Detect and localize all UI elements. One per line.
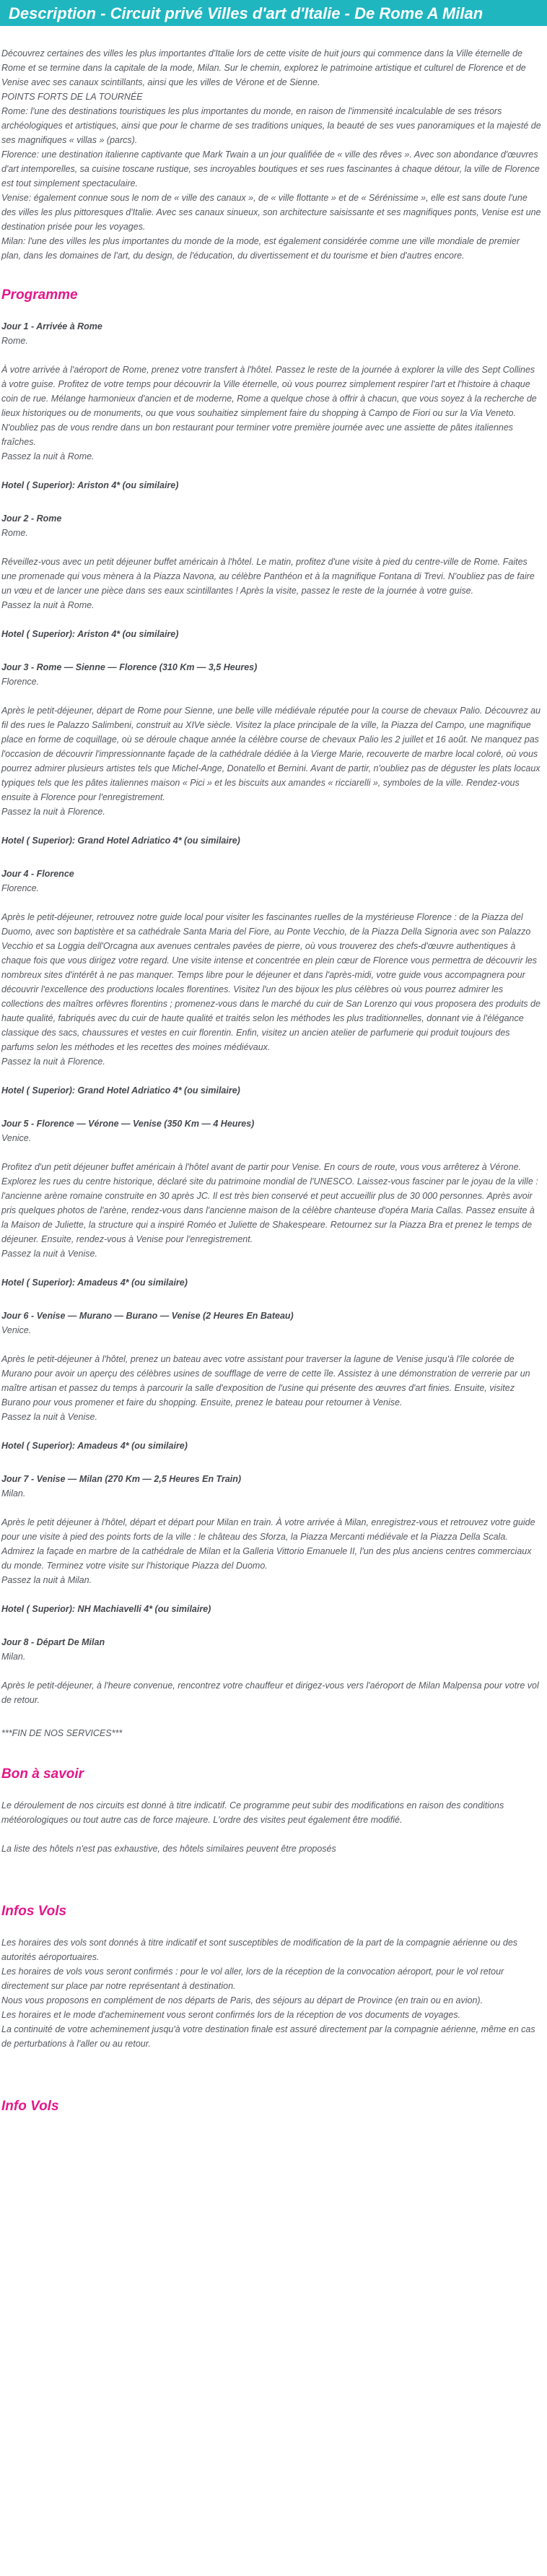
day-title: Jour 8 - Départ De Milan	[1, 1637, 105, 1647]
day-hotel: Hotel ( Superior): Grand Hotel Adriatico 4* (ou similaire)	[1, 836, 240, 846]
day-hotel: Hotel ( Superior): Ariston 4* (ou similaire)	[1, 629, 179, 639]
day-3	[1, 660, 541, 848]
infos-vols-text: Nous vous proposons en complément de nos départs de Paris, des séjours au départ de Province (en train ou en avion).	[1, 1995, 483, 2005]
day-title: Jour 1 - Arrivée à Rome	[1, 321, 102, 331]
day-description: Après le petit-déjeuner à l'hôtel, prenez un bateau avec votre assistant pour traverser la lagune de Venise jusqu'à l'île colorée de Murano pour avoir un aperçu des célèbres usines de soufflage de verre de cette île. Assistez à une démonstration de verrerie par un maître artisan et passez du temps à parcourir la salle d'exposition de l'usine qui présente des œuvres d'art finies. Ensuite, visitez Burano pour vous promener et faire du shopping. Ensuite, prenez le bateau pour retourner à Venise.	[1, 1354, 530, 1408]
day-night: Passez la nuit à Florence.	[1, 807, 105, 817]
intro-venise: Venise: également connue sous le nom de « ville des canaux », de « ville flottante » et de « Sérénissime », elle est sans doute l'une des villes les plus pittoresques d'Italie. Avec ses canaux sinueux, son architecture saisissante et ses magnifiques ponts, Venise est une destination prisée pour les voyages.	[1, 193, 541, 232]
day-title: Jour 6 - Venise — Murano — Burano — Venise (2 Heures En Bateau)	[1, 1311, 294, 1321]
info-vols-heading: Info Vols	[1, 2099, 59, 2114]
end-of-services: ***FIN DE NOS SERVICES***	[1, 1728, 123, 1738]
programme-heading: Programme	[1, 287, 78, 303]
day-5	[1, 1116, 541, 1290]
day-hotel: Hotel ( Superior): Grand Hotel Adriatico 4* (ou similaire)	[1, 1085, 240, 1096]
day-night: Passez la nuit à Venise.	[1, 1249, 97, 1259]
bon-a-savoir-text: La liste des hôtels n'est pas exhaustive, des hôtels similaires peuvent être proposés	[1, 1844, 336, 1854]
day-title: Jour 3 - Rome — Sienne — Florence (310 Km — 3,5 Heures)	[1, 662, 258, 672]
day-description: Après le petit-déjeuner, départ de Rome pour Sienne, une belle ville médiévale réputée pour la course de chevaux Palio. Découvrez au fil des rues le Palazzo Salimbeni, construit au XIVe siècle. Visitez la place principale de la ville, la Piazza del Campo, une magnifique place en forme de coquillage, où se déroule chaque année la célèbre course de chevaux Palio les 2 juillet et 16 août. Ne manquez pas l'occasion de découvrir l'impressionnante façade de la cathédrale dédiée à la Vierge Marie, recouverte de marbre local coloré, où vous pourrez admirer plusieurs artistes tels que Michel-Ange, Donatello et Bernini. Avant de partir, n'oubliez pas de déguster les plats locaux typiques tels que les pâtes italiennes maison « Pici » et les biscuits aux amandes « ricciarelli », symboles de la ville. Rendez-vous ensuite à Florence pour l'enregistrement.	[1, 706, 541, 802]
infos-vols-section	[1, 1902, 541, 2051]
main-content	[0, 46, 547, 2116]
day-title: Jour 2 - Rome	[1, 513, 62, 524]
infos-vols-text: La continuité de votre acheminement jusqu'à votre destination finale est assuré directement par la compagnie aérienne, même en cas de perturbations à l'aller ou au retour.	[1, 2024, 535, 2049]
intro-rome: Rome: l'une des destinations touristiques les plus importantes du monde, en raison de l'immensité incalculable de ses trésors archéologiques et artistiques, ainsi que pour le charme de ses traditions uniques, la beauté de ses vues panoramiques et la majesté de ses magnifiques « villas » (parcs).	[1, 106, 541, 145]
intro-section	[1, 46, 541, 263]
day-hotel: Hotel ( Superior): Amadeus 4* (ou similaire)	[1, 1278, 188, 1288]
day-city: Venice.	[1, 1325, 32, 1335]
day-6	[1, 1309, 541, 1453]
day-description: Profitez d'un petit déjeuner buffet américain à l'hôtel avant de partir pour Venise. En cours de route, vous vous arrêterez à Vérone. Explorez les rues du centre historique, déclaré site du patrimoine mondial de l'UNESCO. Laissez-vous fasciner par le joyau de la ville : l'ancienne arène romaine construite en 30 après JC. Il est très bien conservé et peut accueillir plus de 30 000 personnes. Après avoir pris quelques photos de l'arène, rendez-vous dans l'ancienne maison de la célèbre chanteuse d'opéra Maria Callas. Passez ensuite à la Maison de Juliette, la structure qui a inspiré Roméo et Juliette de Shakespeare. Retournez sur la Piazza Bra et prenez le temps de déjeuner. Ensuite, rendez-vous à Venise pour l'enregistrement.	[1, 1162, 538, 1244]
infos-vols-heading: Infos Vols	[1, 1904, 67, 1919]
day-city: Rome.	[1, 336, 28, 346]
day-title: Jour 5 - Florence — Vérone — Venise (350 Km — 4 Heures)	[1, 1119, 255, 1129]
day-city: Milan.	[1, 1652, 26, 1662]
infos-vols-text: Les horaires de vols vous seront confirmés : pour le vol aller, lors de la réception de la convocation aéroport, pour le vol retour directement sur place par notre représentant à destination.	[1, 1966, 504, 1991]
day-night: Passez la nuit à Milan.	[1, 1575, 92, 1585]
day-hotel: Hotel ( Superior): Amadeus 4* (ou similaire)	[1, 1441, 188, 1451]
day-night: Passez la nuit à Florence.	[1, 1057, 105, 1067]
intro-milan: Milan: l'une des villes les plus importantes du monde de la mode, est également considérée comme une ville mondiale de premier plan, dans les domaines de l'art, du design, de l'éducation, du divertissement et du tourisme et bien d'autres encore.	[1, 236, 520, 261]
intro-florence: Florence: une destination italienne captivante que Mark Twain a un jour qualifiée de « ville des rêves ». Avec son abondance d'œuvres d'art intemporelles, sa cuisine toscane rustique, ses incroyables boutiques et ses rues fascinantes à chaque détour, la ville de Florence est tout simplement spectaculaire.	[1, 149, 540, 188]
intro-highlights-heading: POINTS FORTS DE LA TOURNÉE	[1, 92, 143, 102]
day-city: Milan.	[1, 1488, 26, 1499]
day-description: Réveillez-vous avec un petit déjeuner buffet américain à l'hôtel. Le matin, profitez d'une visite à pied du centre-ville de Rome. Faites une promenade qui vous mènera à la Piazza Navona, au célèbre Panthéon et à la magnifique Fontana di Trevi. N'oubliez pas de faire un vœu et de lancer une pièce dans ses eaux scintillantes ! Après la visite, passez le reste de la journée à votre guise.	[1, 557, 535, 596]
day-city: Rome.	[1, 528, 28, 538]
day-city: Venice.	[1, 1133, 32, 1143]
programme-days	[1, 319, 541, 1740]
day-8	[1, 1635, 541, 1707]
day-title: Jour 4 - Florence	[1, 869, 74, 879]
infos-vols-text: Les horaires des vols sont donnés à titre indicatif et sont susceptibles de modification de la part de la compagnie aérienne ou des autorités aéroportuaires.	[1, 1938, 518, 1962]
day-city: Florence.	[1, 883, 40, 893]
day-description: Après le petit déjeuner à l'hôtel, départ et départ pour Milan en train. À votre arrivée à Milan, enregistrez-vous et retrouvez votre guide pour une visite à pied des points forts de la ville : le château des Sforza, la Piazza Mercanti médiévale et la Piazza Della Scala. Admirez la façade en marbre de la cathédrale de Milan et la Galleria Vittorio Emanuele II, l'un des plus anciens centres commerciaux du monde. Terminez votre visite sur l'historique Piazza del Duomo.	[1, 1517, 535, 1571]
day-title: Jour 7 - Venise — Milan (270 Km — 2,5 Heures En Train)	[1, 1474, 242, 1484]
day-night: Passez la nuit à Rome.	[1, 451, 95, 461]
day-1	[1, 319, 541, 493]
bon-a-savoir-heading: Bon à savoir	[1, 1766, 84, 1782]
title-banner	[0, 0, 547, 26]
day-4	[1, 867, 541, 1098]
day-night: Passez la nuit à Venise.	[1, 1412, 97, 1422]
day-7	[1, 1472, 541, 1616]
day-hotel: Hotel ( Superior): Ariston 4* (ou similaire)	[1, 480, 179, 490]
day-city: Florence.	[1, 677, 40, 687]
day-2	[1, 511, 541, 641]
intro-paragraph: Découvrez certaines des villes les plus importantes d'Italie lors de cette visite de huit jours qui commence dans la Ville éternelle de Rome et se termine dans la capitale de la mode, Milan. Sur le chemin, explorez le patrimoine artistique et culturel de Florence et de Venise avec ses canaux scintillants, ainsi que les villes de Vérone et de Sienne.	[1, 48, 526, 87]
day-description: Après le petit-déjeuner, à l'heure convenue, rencontrez votre chauffeur et dirigez-vous vers l'aéroport de Milan Malpensa pour votre vol de retour.	[1, 1681, 539, 1705]
day-night: Passez la nuit à Rome.	[1, 600, 95, 610]
bon-a-savoir-text: Le déroulement de nos circuits est donné à titre indicatif. Ce programme peut subir des modifications en raison des conditions météorologiques ou tout autre cas de force majeure. L'ordre des visites peut également être modifié.	[1, 1800, 504, 1825]
page-title: Description - Circuit privé Villes d'art d'Italie - De Rome A Milan	[9, 4, 483, 22]
day-description: Après le petit-déjeuner, retrouvez notre guide local pour visiter les fascinantes ruelles de la mystérieuse Florence : de la Piazza del Duomo, avec son baptistère et sa cathédrale Santa Maria del Fiore, au Ponte Vecchio, de la Piazza Della Signoria avec son Palazzo Vecchio et sa Loggia dell'Orcagna aux avenues centrales pavées de pierre, où vous trouverez des chefs-d'œuvre authentiques à chaque fois que vous dirigez votre regard. Une visite intense et concentrée en plein cœur de Florence vous permettra de découvrir les nombreux sites d'intérêt à ne pas manquer. Temps libre pour le déjeuner et dans l'après-midi, votre guide vous accompagnera pour découvrir l'excellence des productions locales florentines. Visitez l'un des bijoux les plus célèbres où vous pourrez admirer les collections des maîtres orfèvres florentins ; promenez-vous dans le marché du cuir de San Lorenzo qui vous proposera des produits de haute qualité, fabriqués avec du cuir de haute qualité et traités selon les méthodes les plus traditionnelles, donnant vie à l'élégance classique des sacs, chaussures et vestes en cuir florentin. Enfin, visitez un ancien atelier de parfumerie qui produit toujours des parfums selon les méthodes et les recettes des moines médiévaux.	[1, 912, 541, 1052]
day-hotel: Hotel ( Superior): NH Machiavelli 4* (ou similaire)	[1, 1604, 211, 1614]
day-description: À votre arrivée à l'aéroport de Rome, prenez votre transfert à l'hôtel. Passez le reste de la journée à explorer la ville des Sept Collines à votre guise. Profitez de votre temps pour découvrir la Ville éternelle, où vous pourrez simplement respirer l'art et l'histoire à chaque coin de rue. Mélange harmonieux d'ancien et de moderne, Rome a quelque chose à offrir à chacun, que vous soyez à la recherche de lieux historiques ou de monuments, ou que vous souhaitiez simplement faire du shopping à Campo de Fiori ou sur la Via Veneto. N'oubliez pas de vous rendre dans un bon restaurant pour terminer votre première journée avec une assiette de pâtes italiennes fraîches.	[1, 365, 537, 447]
bon-a-savoir-section	[1, 1765, 541, 1856]
infos-vols-text: Les horaires et le mode d'acheminement vous seront confirmés lors de la réception de vos documents de voyages.	[1, 2010, 461, 2020]
